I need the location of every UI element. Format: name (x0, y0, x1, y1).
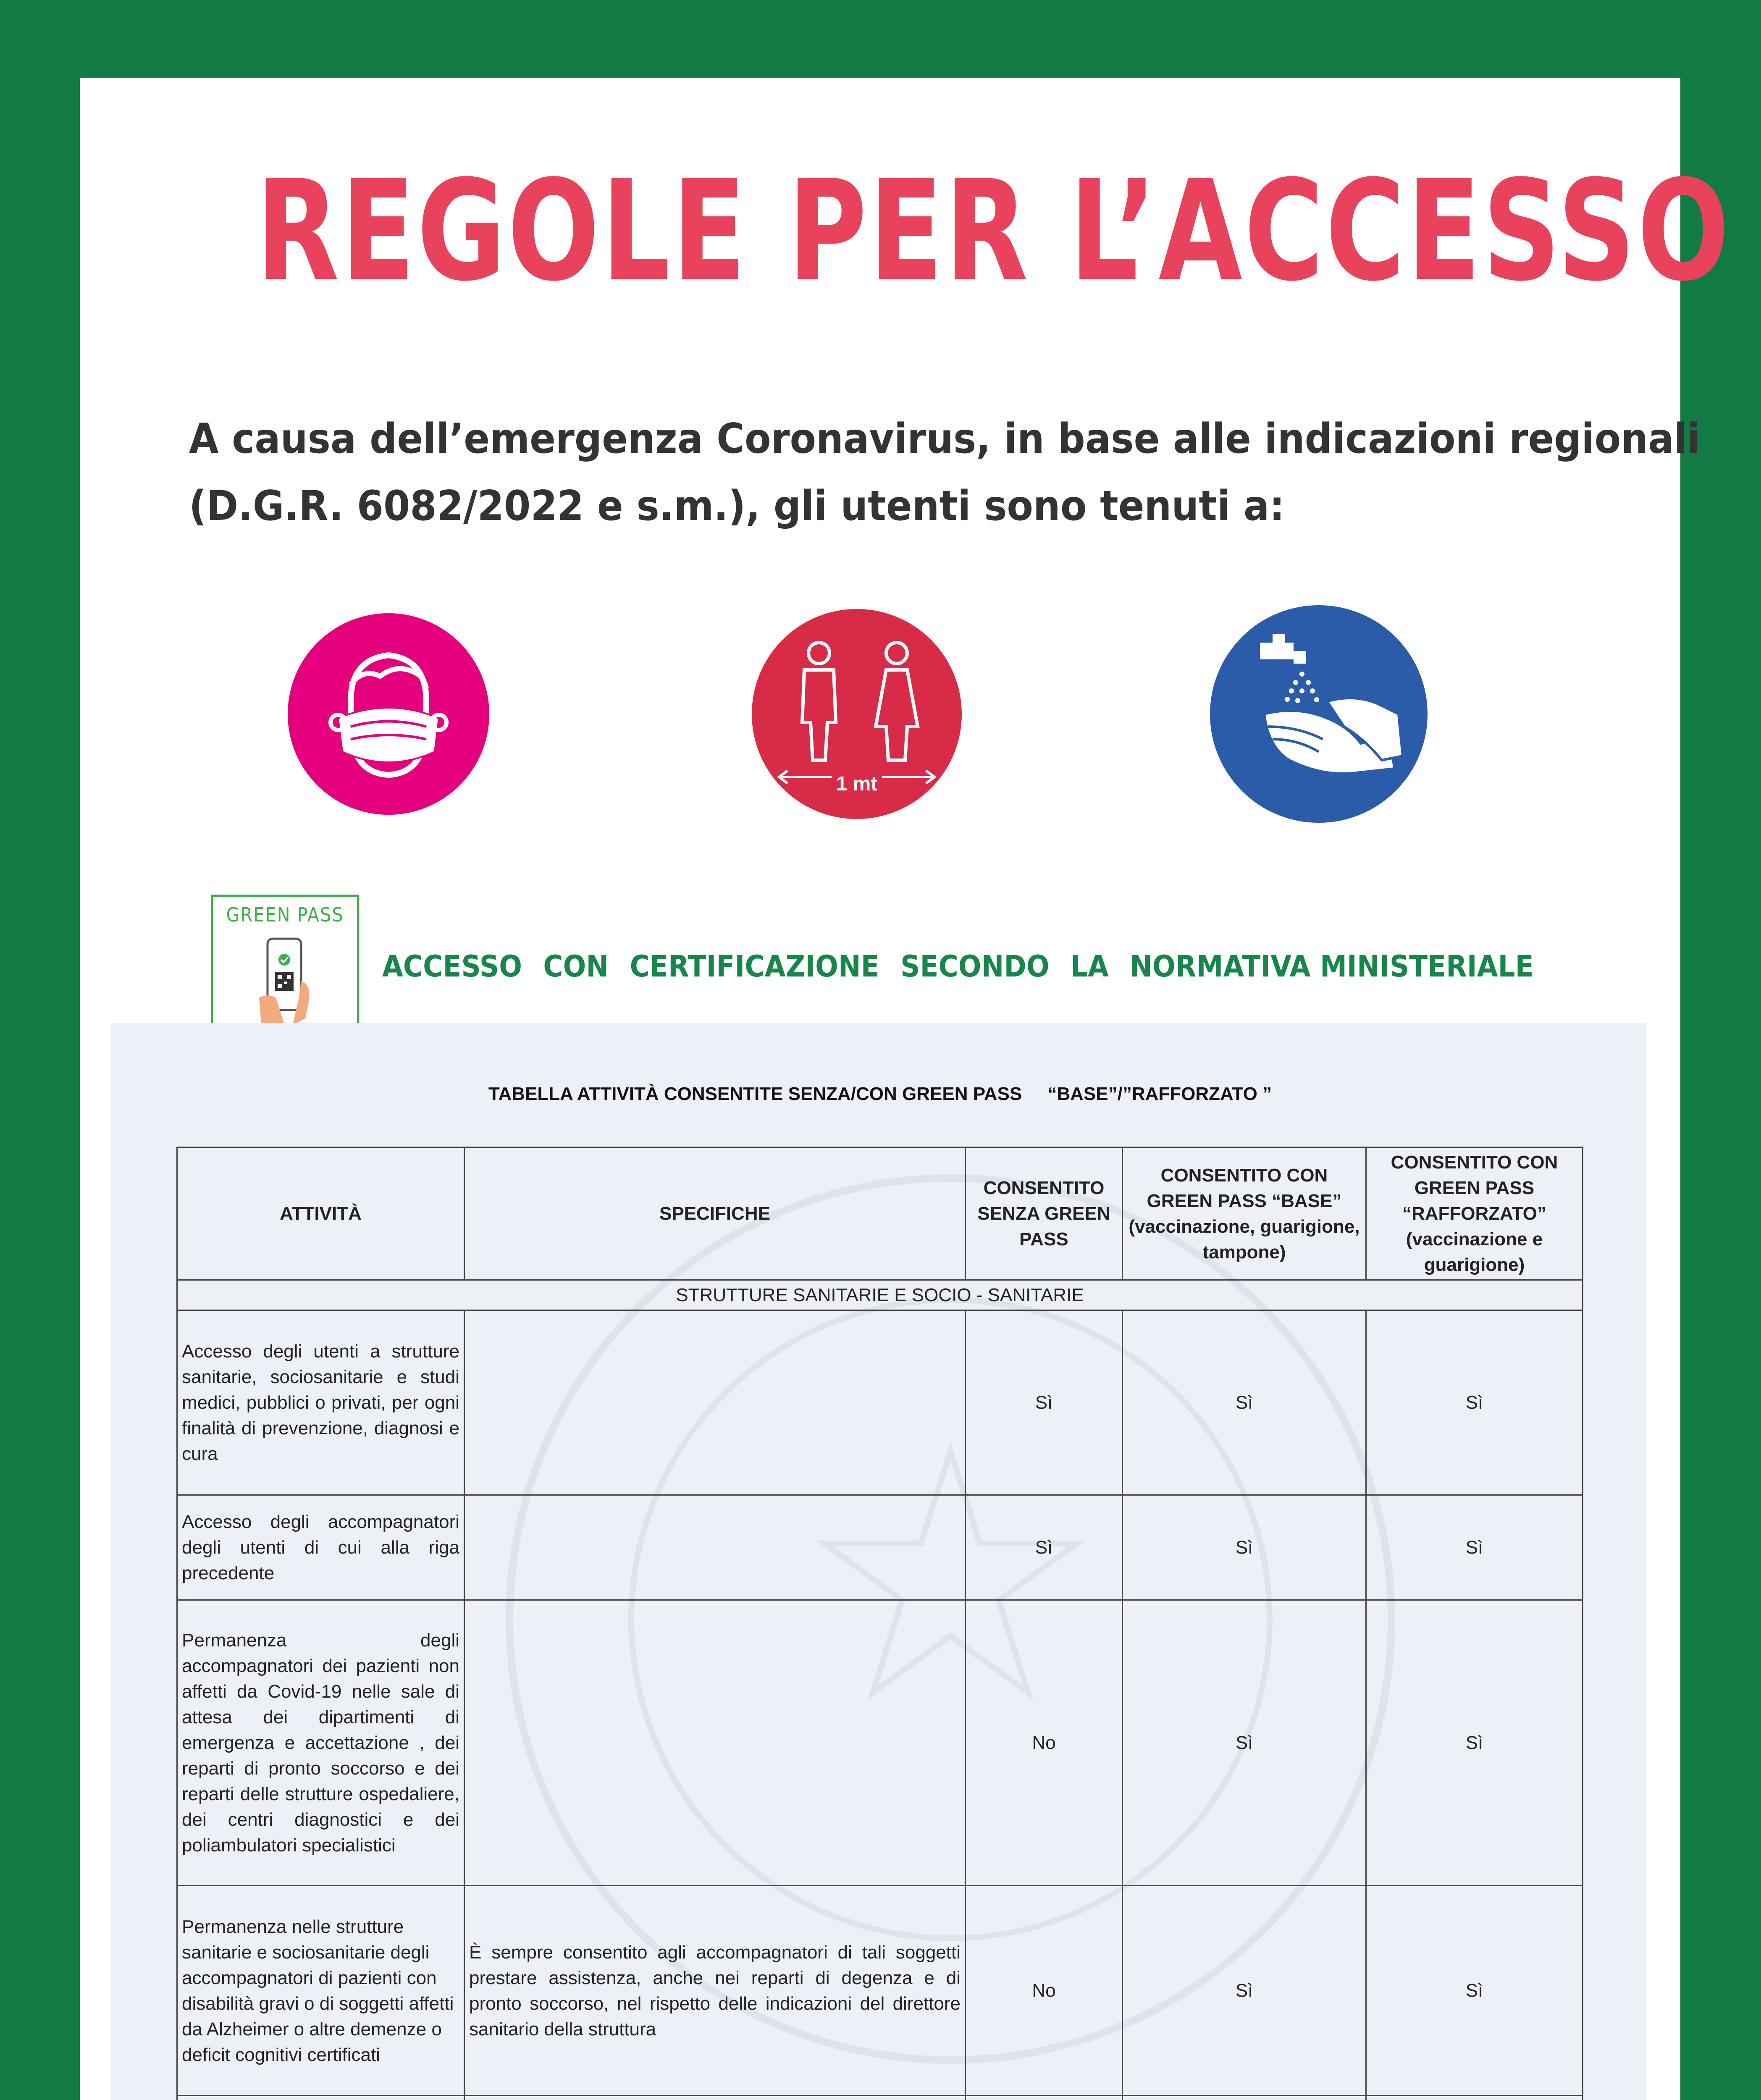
gp-word-3: CERTIFICAZIONE (630, 949, 879, 984)
table-row (177, 1310, 1583, 1495)
green-pass-badge (211, 895, 359, 1042)
table-row (177, 1600, 1583, 1886)
row1-rafforzato: Sì (1366, 1310, 1583, 1495)
header-specifiche: SPECIFICHE (465, 1147, 966, 1280)
row3-attivita: Permanenza degli accompagnatori dei pazienti non affetti da Covid-19 nelle sale di attesa dei dipartimenti di emergenza e accettazione , dei reparti di pronto soccorso e dei reparti delle strutture ospedaliere, dei centri diagnostici e dei poliambulatori specialistici (177, 1600, 465, 1886)
row5-specifiche (465, 2096, 966, 2100)
table-row (177, 1495, 1583, 1600)
intro-line-1: A causa dell’emergenza Coronavirus, in base alle indicazioni regionali (189, 415, 1701, 463)
row2-attivita: Accesso degli accompagnatori degli utenti di cui alla riga precedente (177, 1495, 465, 1600)
row2-senza: Sì (966, 1495, 1123, 1600)
gp-word-5: LA (1070, 949, 1109, 984)
row3-senza: No (966, 1600, 1123, 1886)
row4-specifiche: È sempre consentito agli accompagnatori di tali soggetti prestare assistenza, anche nei reparti di degenza e di pronto soccorso, nel rispetto delle indicazioni del direttore sanitario della struttura (465, 1886, 966, 2096)
gp-word-6: NORMATIVA MINISTERIALE (1130, 949, 1534, 984)
row5-base (1123, 2096, 1366, 2100)
row1-attivita: Accesso degli utenti a strutture sanitarie, sociosanitarie e studi medici, pubblici o privati, per ogni finalità di prevenzione, diagnosi e cura (177, 1310, 465, 1495)
row2-specifiche (465, 1495, 966, 1600)
header-senza: CONSENTITO SENZA GREEN PASS (966, 1147, 1123, 1280)
distance-label: 1 mt (836, 773, 878, 795)
section-row (177, 1280, 1583, 1310)
section-title: STRUTTURE SANITARIE E SOCIO - SANITARIE (177, 1280, 1583, 1310)
green-pass-label: GREEN PASS (226, 903, 344, 926)
row5-rafforzato (1366, 2096, 1583, 2100)
row4-rafforzato: Sì (1366, 1886, 1583, 2096)
table-caption: TABELLA ATTIVITÀ CONSENTITE SENZA/CON GREEN PASS “BASE”/”RAFFORZATO ” (488, 1084, 1272, 1104)
gp-word-4: SECONDO (900, 949, 1050, 984)
row5-senza (966, 2096, 1123, 2100)
row1-specifiche (465, 1310, 966, 1495)
face-mask-icon (288, 613, 489, 815)
green-pass-statement (382, 949, 1534, 984)
header-attivita: ATTIVITÀ (177, 1147, 465, 1280)
table-row (177, 1886, 1583, 2096)
row2-base: Sì (1123, 1495, 1366, 1600)
table-row (177, 2096, 1583, 2100)
row5-attivita (177, 2096, 465, 2100)
row4-senza: No (966, 1886, 1123, 2096)
intro-text (189, 405, 1701, 540)
row1-senza: Sì (966, 1310, 1123, 1495)
row3-base: Sì (1123, 1600, 1366, 1886)
gp-word-1: ACCESSO (382, 949, 522, 984)
hand-wash-icon (1205, 601, 1432, 827)
row3-rafforzato: Sì (1366, 1600, 1583, 1886)
header-base: CONSENTITO CON GREEN PASS “BASE” (vaccinazione, guarigione, tampone) (1123, 1147, 1366, 1280)
row4-attivita: Permanenza nelle strutture sanitarie e sociosanitarie degli accompagnatori di pazienti con disabilità gravi o di soggetti affetti da Alzheimer o altre demenze o deficit cognitivi certificati (177, 1886, 465, 2096)
distance-icon (741, 609, 972, 819)
intro-line-2: (D.G.R. 6082/2022 e s.m.), gli utenti sono tenuti a: (189, 482, 1285, 530)
page-title: REGOLE PER L’ACCESSO (256, 150, 1732, 312)
poster-sheet (80, 78, 1732, 2100)
row1-base: Sì (1123, 1310, 1366, 1495)
phone-qr-icon (259, 934, 314, 1027)
row2-rafforzato: Sì (1366, 1495, 1583, 1600)
row4-base: Sì (1123, 1886, 1366, 2096)
table-header-row (177, 1147, 1583, 1280)
activities-table (176, 1147, 1583, 2100)
gp-word-2: CON (543, 949, 609, 984)
header-rafforzato: CONSENTITO CON GREEN PASS “RAFFORZATO” (vaccinazione e guarigione) (1366, 1147, 1583, 1280)
row3-specifiche (465, 1600, 966, 1886)
